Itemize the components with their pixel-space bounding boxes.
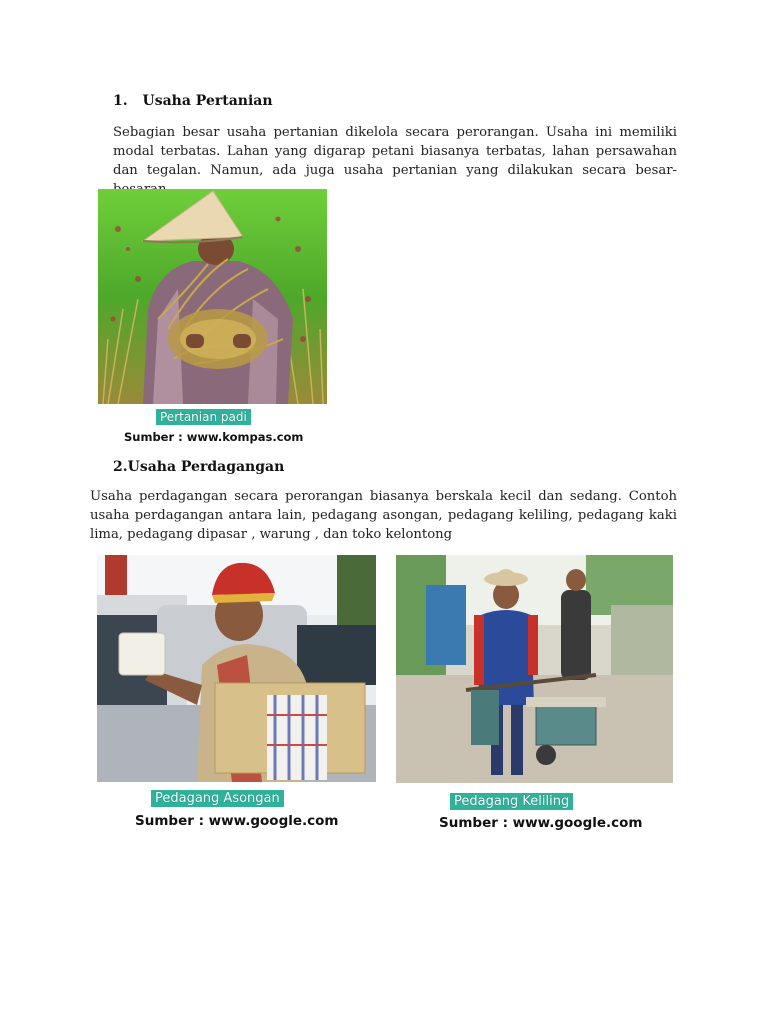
rice-farmer-source: Sumber : www.kompas.com	[124, 430, 304, 444]
section-2-paragraph: Usaha perdagangan secara perorangan biasanya berskala kecil dan sedang. Contoh usaha perdagangan antara lain, pedagang asongan, pedagang keliling, pedagang kaki lima, pedagang dipasar , warung , dan toko kelontong	[90, 489, 677, 542]
rice-farmer-photo	[98, 189, 327, 404]
pedagang-asongan-source: Sumber : www.google.com	[135, 813, 339, 829]
pedagang-keliling-source: Sumber : www.google.com	[439, 815, 643, 831]
section-1-title: Usaha Pertanian	[142, 93, 273, 109]
section-1-heading	[113, 93, 273, 109]
pedagang-keliling-caption: Pedagang Keliling	[450, 793, 573, 810]
section-2-heading: 2.Usaha Perdagangan	[113, 459, 285, 475]
section-1-paragraph: Sebagian besar usaha pertanian dikelola secara perorangan. Usaha ini memiliki modal terbatas. Lahan yang digarap petani biasanya terbatas, lahan persawahan dan tegalan. Namun, ada juga usaha pertanian yang dilakukan secara besar-	[113, 125, 677, 178]
pedagang-asongan-caption: Pedagang Asongan	[151, 790, 284, 807]
pedagang-keliling-photo	[396, 555, 673, 783]
pedagang-asongan-photo	[97, 555, 376, 782]
section-1-number: 1.	[113, 93, 128, 109]
rice-farmer-caption: Pertanian padi	[156, 409, 251, 425]
